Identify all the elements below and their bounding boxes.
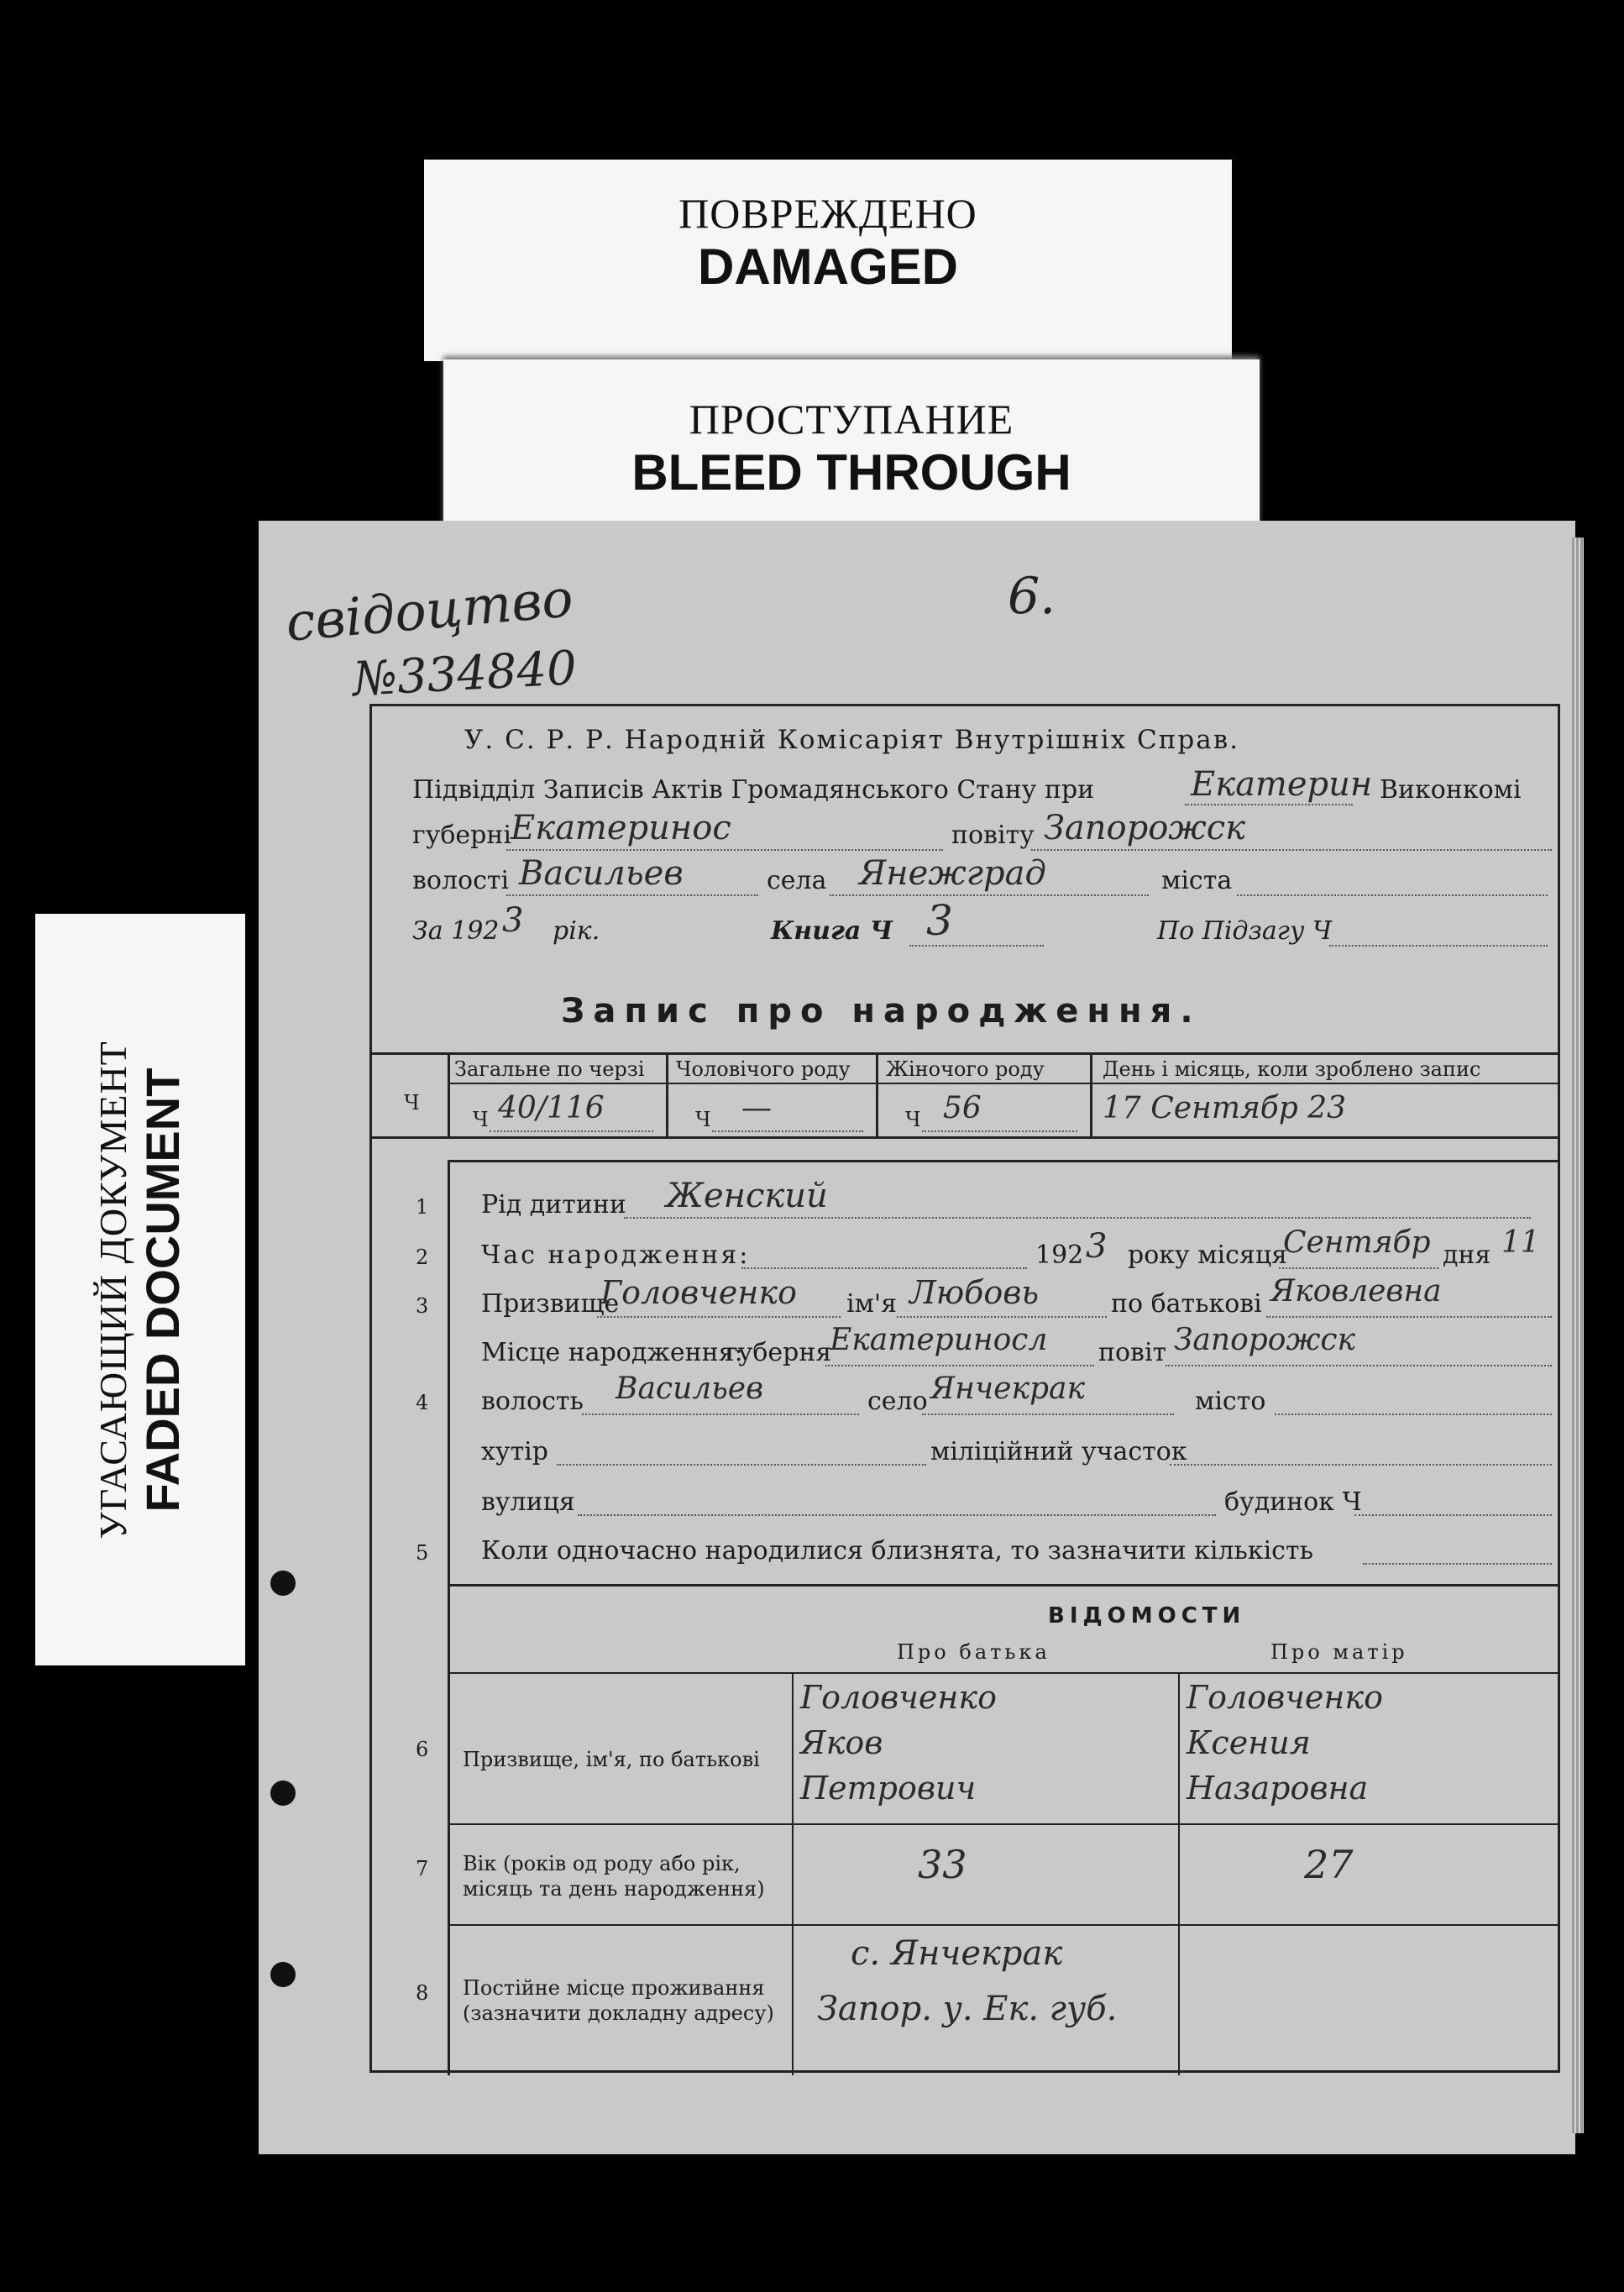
day-hw: 11 bbox=[1501, 1225, 1540, 1260]
col-header-zagalne: Загальне по черзі bbox=[454, 1057, 645, 1081]
sela-label: села bbox=[767, 866, 827, 895]
po-batkovi-label: по батькові bbox=[1111, 1289, 1262, 1319]
col-header-cholovichogo: Чоловічого роду bbox=[676, 1057, 851, 1081]
volosti-label: волості bbox=[412, 866, 510, 895]
bleed-label-ru: ПРОСТУПАНИЕ bbox=[689, 396, 1014, 443]
mother-patronymic: Назаровна bbox=[1187, 1770, 1369, 1807]
imya-hw: Любовь bbox=[909, 1274, 1040, 1311]
count-value-male: — bbox=[741, 1091, 772, 1125]
count-value-total: 40/116 bbox=[498, 1091, 605, 1125]
selo-label: село bbox=[867, 1387, 928, 1416]
handwritten-svidotstvo: свідоцтво bbox=[283, 567, 576, 653]
punch-hole bbox=[270, 1962, 296, 1987]
rik-label: рік. bbox=[553, 916, 600, 946]
dnya-label: дня bbox=[1443, 1240, 1491, 1270]
punch-hole bbox=[270, 1571, 296, 1596]
pryzvyshche-hw: Головченко bbox=[600, 1274, 797, 1311]
row-number-3: 3 bbox=[416, 1294, 429, 1318]
bleed-through-label bbox=[443, 359, 1260, 527]
handwritten-page-number: 6. bbox=[1008, 567, 1056, 626]
budynok-label: будинок Ч bbox=[1224, 1487, 1362, 1517]
chas-label: Час народження: bbox=[481, 1240, 751, 1270]
roku-misyatsya-label: року місяця bbox=[1128, 1240, 1288, 1270]
guberniya-hw: Екатериносл bbox=[830, 1323, 1048, 1357]
vidomosti-heading: ВІДОМОСТИ bbox=[1048, 1603, 1246, 1629]
count-ch-1: Ч bbox=[473, 1108, 489, 1131]
year-hw: 3 bbox=[502, 901, 524, 940]
za-label: За 192 bbox=[412, 916, 500, 946]
chas-192: 192 bbox=[1035, 1240, 1084, 1270]
volosti-hw: Васильев bbox=[519, 854, 684, 893]
father-age: 33 bbox=[918, 1842, 967, 1887]
povitu-label: повіту bbox=[951, 821, 1035, 850]
pidviddil-hw: Екатерин bbox=[1191, 765, 1373, 804]
militsiynyi-label: міліційний участок bbox=[930, 1437, 1187, 1466]
father-name: Яков bbox=[800, 1724, 883, 1761]
faded-document-label bbox=[35, 914, 245, 1665]
guberni-hw: Екатеринос bbox=[511, 809, 731, 847]
count-value-date: 17 Сентябр 23 bbox=[1103, 1091, 1347, 1125]
father-patronymic: Петрович bbox=[800, 1770, 977, 1807]
po-batkovi-hw: Яковлевна bbox=[1270, 1274, 1442, 1309]
address-line-1: с. Янчекрак bbox=[851, 1934, 1063, 1973]
father-surname: Головченко bbox=[800, 1679, 997, 1716]
vik-label-1: Вік (років од роду або рік, bbox=[463, 1852, 741, 1875]
povitu-hw: Запорожск bbox=[1044, 809, 1246, 847]
birth-record-form bbox=[369, 704, 1560, 2073]
guberni-label: губерні bbox=[412, 821, 511, 850]
count-ch-2: Ч bbox=[695, 1108, 711, 1131]
address-label-2: (зазначити докладну адресу) bbox=[463, 2001, 774, 2025]
address-line-2: Запор. у. Ек. губ. bbox=[817, 1990, 1118, 2028]
count-value-female: 56 bbox=[943, 1091, 982, 1125]
chas-year-hw: 3 bbox=[1086, 1227, 1108, 1266]
form-header-line1: У. С. Р. Р. Народній Комісаріят Внутрішніх Справ. bbox=[464, 725, 1240, 755]
mother-age: 27 bbox=[1304, 1842, 1354, 1887]
row-number-7: 7 bbox=[416, 1857, 429, 1880]
pro-batka-heading: Про батька bbox=[897, 1640, 1050, 1664]
mother-surname: Головченко bbox=[1187, 1679, 1383, 1716]
rid-label: Рід дитини bbox=[481, 1190, 626, 1219]
damaged-label-en: DAMAGED bbox=[698, 239, 958, 295]
damaged-label-ru: ПОВРЕЖДЕНО bbox=[678, 190, 977, 237]
blyzniata-label: Коли одночасно народилися близнята, то зазначити кількість bbox=[481, 1536, 1313, 1566]
imya-label: ім'я bbox=[846, 1289, 898, 1319]
guberniya-label: губерня bbox=[725, 1338, 832, 1367]
row-number-4: 4 bbox=[416, 1391, 429, 1414]
handwritten-certificate-number: №334840 bbox=[351, 641, 579, 707]
col-header-den-misyats: День і місяць, коли зроблено запис bbox=[1103, 1057, 1481, 1081]
po-pidzagu-label: По Підзагу Ч bbox=[1157, 916, 1333, 946]
counts-ch-label: Ч bbox=[404, 1091, 420, 1115]
damaged-label bbox=[424, 160, 1232, 361]
povit-label: повіт bbox=[1098, 1338, 1167, 1367]
knyha-hw: 3 bbox=[926, 896, 953, 945]
povit-hw: Запорожск bbox=[1174, 1323, 1356, 1357]
knyha-label: Книга Ч bbox=[771, 916, 893, 946]
volost-hw: Васильев bbox=[616, 1372, 764, 1406]
form-title: Запис про народження. bbox=[561, 992, 1202, 1031]
vik-label-2: місяць та день народження) bbox=[463, 1877, 765, 1901]
row-number-8: 8 bbox=[416, 1981, 429, 2005]
pryzvyshche-label: Призвище bbox=[481, 1289, 620, 1319]
misto-label: місто bbox=[1195, 1387, 1266, 1416]
vykonkomi-label: Виконкомі bbox=[1380, 775, 1522, 805]
faded-label-ru: УГАСАЮЩИЙ ДОКУМЕНТ bbox=[92, 1040, 134, 1539]
page-edge bbox=[1572, 538, 1584, 2133]
month-hw: Сентябр bbox=[1283, 1225, 1431, 1260]
khutir-label: хутір bbox=[481, 1437, 548, 1466]
pib-label: Призвище, ім'я, по батькові bbox=[463, 1748, 760, 1771]
address-label-1: Постійне місце проживання bbox=[463, 1976, 765, 2000]
selo-hw: Янчекрак bbox=[930, 1372, 1085, 1406]
mista-label: міста bbox=[1161, 866, 1233, 895]
row-number-5: 5 bbox=[416, 1541, 429, 1565]
row-number-6: 6 bbox=[416, 1738, 429, 1761]
punch-hole bbox=[270, 1781, 296, 1806]
rid-hw: Женский bbox=[666, 1177, 828, 1215]
pidviddil-label: Підвідділ Записів Актів Громадянського Стану при bbox=[412, 775, 1095, 805]
mother-name: Ксения bbox=[1187, 1724, 1311, 1761]
sela-hw: Янежград bbox=[859, 854, 1046, 893]
bleed-label-en: BLEED THROUGH bbox=[631, 444, 1071, 501]
faded-label-en: FADED DOCUMENT bbox=[136, 1067, 189, 1512]
col-header-zhinochogo: Жіночого роду bbox=[886, 1057, 1045, 1081]
vulytsya-label: вулиця bbox=[481, 1487, 575, 1517]
pro-matir-heading: Про матір bbox=[1270, 1640, 1408, 1664]
count-ch-3: Ч bbox=[905, 1108, 921, 1131]
row-number-2: 2 bbox=[416, 1246, 429, 1269]
row-number-1: 1 bbox=[416, 1195, 429, 1219]
mistse-label: Місце народження: bbox=[481, 1338, 743, 1367]
volost-label: волость bbox=[481, 1387, 584, 1416]
